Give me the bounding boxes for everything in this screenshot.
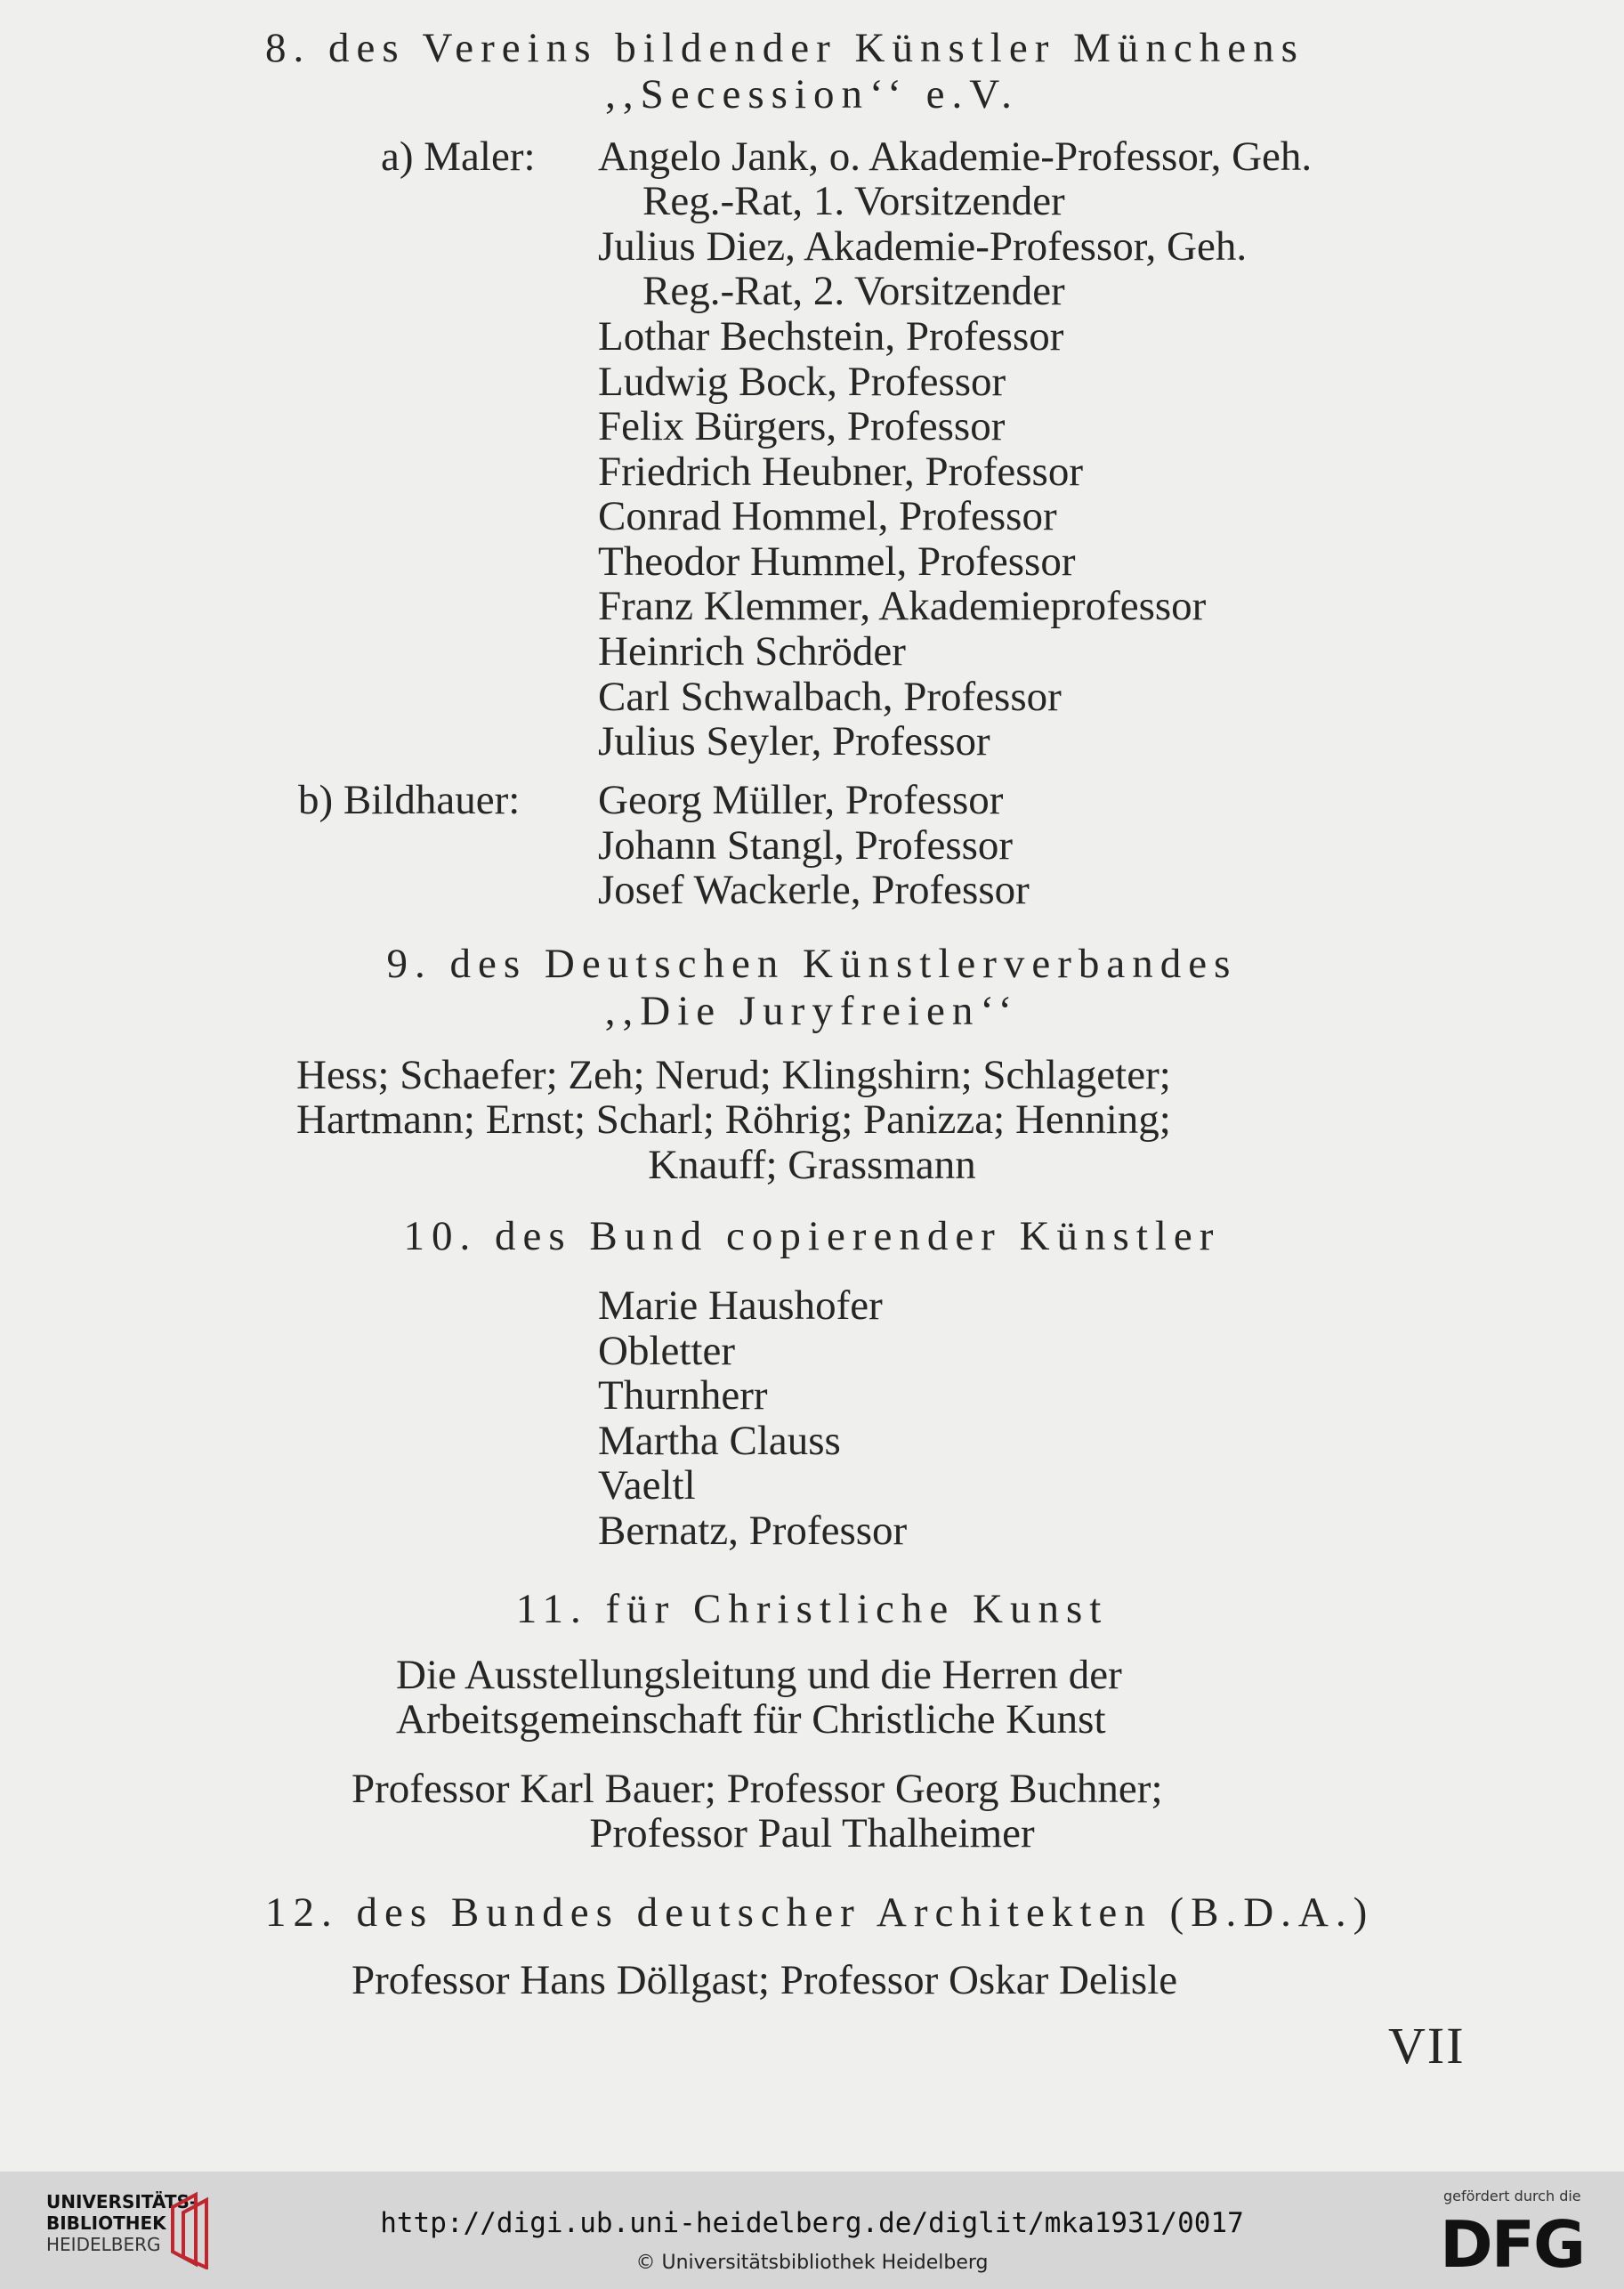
list-item: Bernatz, Professor (598, 1508, 908, 1554)
paragraph-line: Hartmann; Ernst; Scharl; Röhrig; Panizza; Henning; (296, 1096, 1171, 1143)
list-item: Franz Klemmer, Akademieprofessor (598, 583, 1207, 629)
copyright-notice: © Universitätsbibliothek Heidelberg (635, 2252, 989, 2274)
list-item: Vaeltl (598, 1462, 696, 1508)
library-name-line: UNIVERSITÄTS- (46, 2191, 198, 2212)
section-9-heading: 9. des Deutschen Künstlerverbandes (386, 941, 1238, 987)
maler-label: a) Maler: (381, 133, 536, 180)
section-8-subheading: ,,Secession‘‘ e.V. (605, 71, 1019, 117)
paragraph-line: Hess; Schaefer; Zeh; Nerud; Klingshirn; Schlageter; (296, 1052, 1171, 1098)
list-item: Friedrich Heubner, Professor (598, 449, 1083, 495)
list-item: Thurnherr (598, 1372, 768, 1419)
list-item: Ludwig Bock, Professor (598, 359, 1006, 405)
paragraph-line: Professor Karl Bauer; Professor Georg Buchner; (351, 1766, 1163, 1812)
footer-bar (0, 2172, 1624, 2289)
paragraph-line: Professor Hans Döllgast; Professor Oskar Delisle (351, 1957, 1178, 2003)
list-item: Theodor Hummel, Professor (598, 538, 1076, 585)
section-9-subheading: ,,Die Juryfreien‘‘ (604, 988, 1020, 1034)
list-item: Julius Diez, Akademie-Professor, Geh. (598, 223, 1248, 270)
list-item: Johann Stangl, Professor (598, 822, 1014, 869)
permalink-url[interactable]: http://digi.ub.uni-heidelberg.de/diglit/mka1931/0017 (380, 2207, 1244, 2239)
library-name-line: BIBLIOTHEK (46, 2212, 166, 2234)
list-item: Felix Bürgers, Professor (598, 403, 1006, 449)
list-item: Heinrich Schröder (598, 628, 906, 675)
list-item: Reg.-Rat, 2. Vorsitzender (642, 268, 1065, 314)
list-item: Conrad Hommel, Professor (598, 493, 1057, 539)
list-item: Lothar Bechstein, Professor (598, 313, 1064, 360)
list-item: Marie Haushofer (598, 1282, 883, 1329)
list-item: Georg Müller, Professor (598, 777, 1004, 823)
list-item: Julius Seyler, Professor (598, 718, 990, 764)
funding-label: gefördert durch die (1443, 2188, 1581, 2204)
paragraph-line: Professor Paul Thalheimer (589, 1810, 1035, 1856)
list-item: Martha Clauss (598, 1418, 841, 1464)
page-number: VII (1388, 2017, 1466, 2075)
library-name-line: HEIDELBERG (46, 2234, 161, 2255)
section-11-heading: 11. für Christliche Kunst (515, 1586, 1109, 1632)
paragraph-line: Die Ausstellungsleitung und die Herren der (396, 1652, 1122, 1698)
list-item: Carl Schwalbach, Professor (598, 674, 1062, 720)
list-item: Angelo Jank, o. Akademie-Professor, Geh. (598, 133, 1313, 180)
section-12-heading: 12. des Bundes deutscher Architekten (B.D.A.) (265, 1889, 1375, 1936)
list-item: Obletter (598, 1328, 735, 1374)
dfg-logo: DFG (1440, 2207, 1585, 2282)
section-10-heading: 10. des Bund copierender Künstler (403, 1213, 1221, 1259)
bildhauer-label: b) Bildhauer: (298, 777, 521, 823)
list-item: Reg.-Rat, 1. Vorsitzender (642, 178, 1065, 224)
list-item: Josef Wackerle, Professor (598, 867, 1030, 913)
section-8-heading: 8. des Vereins bildender Künstler Münchens (265, 25, 1305, 71)
paragraph-line: Knauff; Grassmann (648, 1142, 976, 1188)
paragraph-line: Arbeitsgemeinschaft für Christliche Kunst (396, 1696, 1106, 1743)
